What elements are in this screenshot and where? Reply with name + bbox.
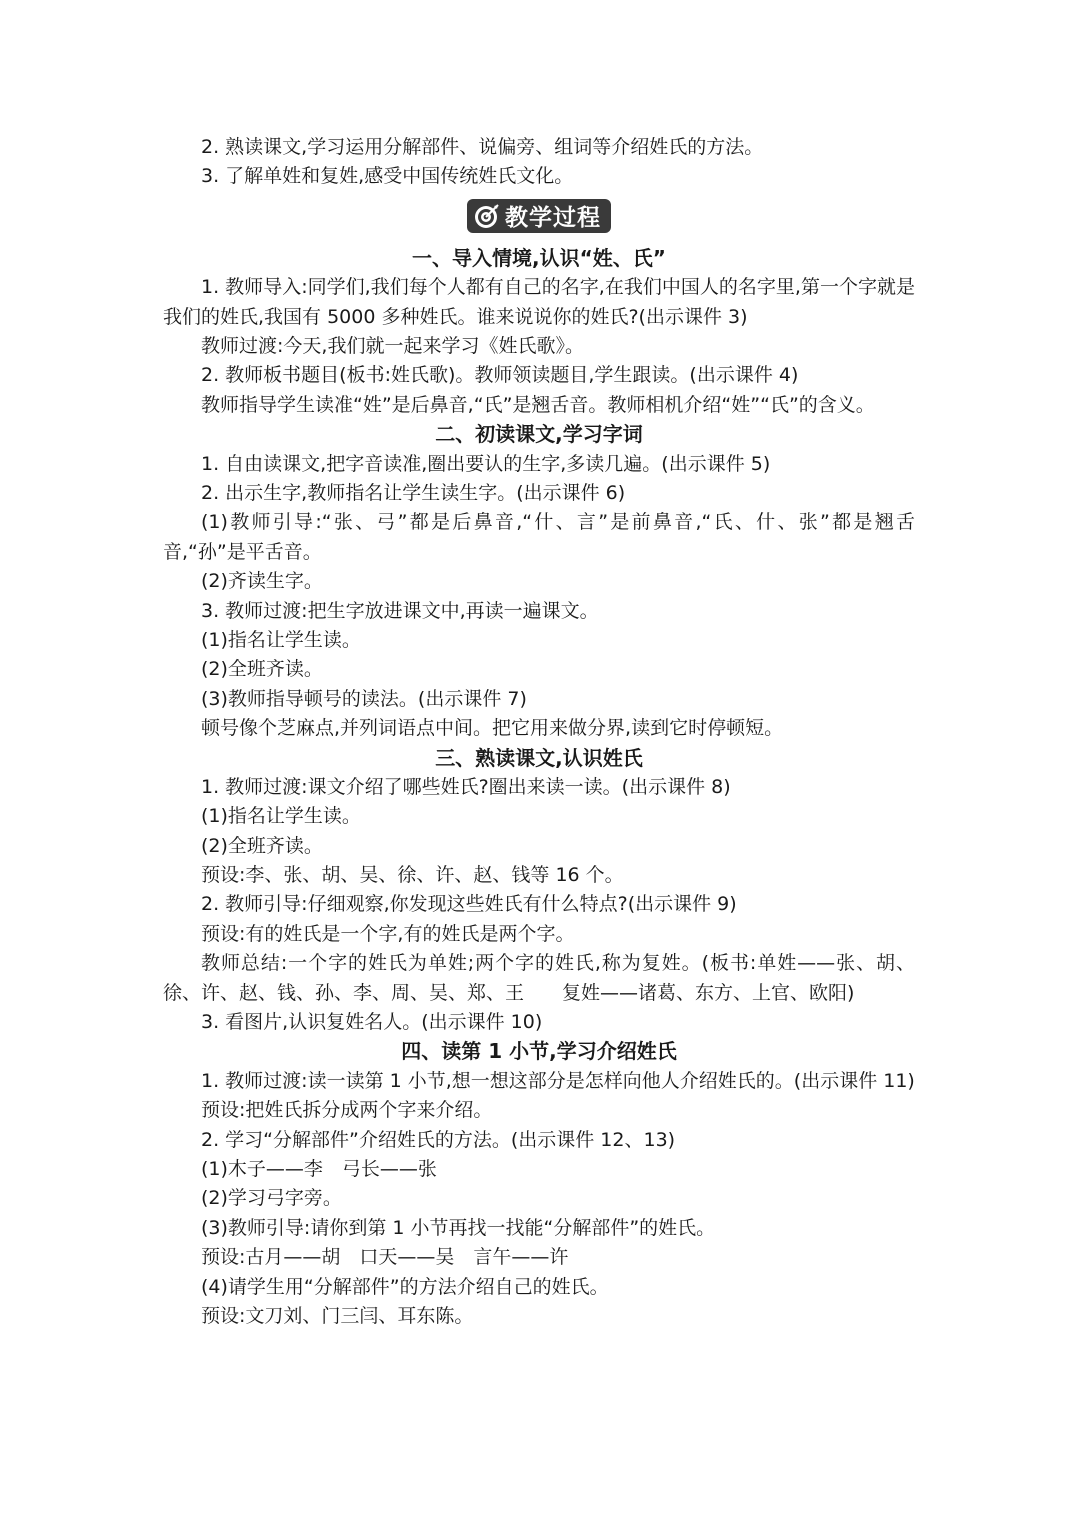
section-4-line: (1)木子——李 弓长——张 (201, 1158, 437, 1180)
section-4-line: (3)教师引导:请你到第 1 小节再找一找能“分解部件”的姓氏。 (201, 1216, 716, 1239)
section-1-paragraph-1: 1. 教师导入:同学们,我们每个人都有自己的名字,在我们中国人的名字里,第一个字就是我们的姓氏,我国有 5000 多种姓氏。谁来说说你的姓氏?(出示课件 3) (163, 276, 915, 328)
section-2-title: 二、初读课文,学习字词 (435, 422, 643, 447)
intro-item-2: 2. 熟读课文,学习运用分解部件、说偏旁、组词等介绍姓氏的方法。 (201, 136, 764, 158)
section-3-line: 1. 教师过渡:课文介绍了哪些姓氏?圈出来读一读。(出示课件 8) (201, 775, 731, 798)
section-2-line: (2)全班齐读。 (201, 658, 323, 681)
section-2-line: (1)指名让学生读。 (201, 628, 361, 651)
section-2-line: 1. 自由读课文,把字音读准,圈出要认的生字,多读几遍。(出示课件 5) (201, 452, 771, 475)
section-3-line: 3. 看图片,认识复姓名人。(出示课件 10) (201, 1011, 543, 1034)
section-4-line: 预设:古月——胡 口天——吴 言午——许 (201, 1246, 569, 1269)
section-4-line: (2)学习弓字旁。 (201, 1187, 342, 1210)
section-3-line: 2. 教师引导:仔细观察,你发现这些姓氏有什么特点?(出示课件 9) (201, 893, 737, 916)
banner-box (467, 199, 611, 233)
section-2-line: 3. 教师过渡:把生字放进课文中,再读一遍课文。 (201, 599, 599, 622)
intro-item-3: 3. 了解单姓和复姓,感受中国传统姓氏文化。 (201, 165, 574, 188)
section-4-line: 1. 教师过渡:读一读第 1 小节,想一想这部分是怎样向他人介绍姓氏的。(出示课件 11) (201, 1069, 915, 1092)
target-icon (473, 202, 501, 230)
lesson-content (163, 133, 915, 1331)
section-3-line: 预设:有的姓氏是一个字,有的姓氏是两个字。 (201, 922, 575, 945)
section-1-paragraph-2: 教师过渡:今天,我们就一起来学习《姓氏歌》。 (201, 334, 584, 357)
section-1-title: 一、导入情境,认识“姓、氏” (412, 245, 666, 270)
section-4-line: (4)请学生用“分解部件”的方法介绍自己的姓氏。 (201, 1275, 609, 1298)
section-2-line: 顿号像个芝麻点,并列词语点中间。把它用来做分界,读到它时停顿短。 (201, 717, 784, 740)
section-1-paragraph-3: 2. 教师板书题目(板书:姓氏歌)。教师领读题目,学生跟读。(出示课件 4) (201, 364, 799, 387)
section-3-summary: 教师总结:一个字的姓氏为单姓;两个字的姓氏,称为复姓。(板书:单姓——张、胡、徐、许、赵、钱、孙、李、周、吴、郑、王 复姓——诸葛、东方、上官、欧阳) (163, 952, 915, 1004)
section-1-paragraph-4: 教师指导学生读准“姓”是后鼻音,“氏”是翘舌音。教师相机介绍“姓”“氏”的含义。 (201, 393, 875, 416)
section-4-line: 预设:文刀刘、门三闫、耳东陈。 (201, 1304, 474, 1327)
section-4-title: 四、读第 1 小节,学习介绍姓氏 (401, 1039, 677, 1064)
section-banner (163, 194, 915, 238)
section-3-line: (2)全班齐读。 (201, 834, 323, 857)
section-2-line: (3)教师指导顿号的读法。(出示课件 7) (201, 687, 527, 710)
section-3-title: 三、熟读课文,认识姓氏 (435, 745, 643, 770)
section-2-guide: (1)教师引导:“张、弓”都是后鼻音,“什、言”是前鼻音,“氏、什、张”都是翘舌音,“孙”是平舌音。 (163, 511, 915, 563)
section-4-line: 2. 学习“分解部件”介绍姓氏的方法。(出示课件 12、13) (201, 1128, 676, 1151)
section-2-line: (2)齐读生字。 (201, 570, 323, 593)
banner-title: 教学过程 (505, 205, 601, 232)
section-4-line: 预设:把姓氏拆分成两个字来介绍。 (201, 1099, 493, 1122)
section-3-line: (1)指名让学生读。 (201, 805, 361, 828)
section-2-line: 2. 出示生字,教师指名让学生读生字。(出示课件 6) (201, 481, 626, 504)
section-3-line: 预设:李、张、胡、吴、徐、许、赵、钱等 16 个。 (201, 864, 624, 887)
